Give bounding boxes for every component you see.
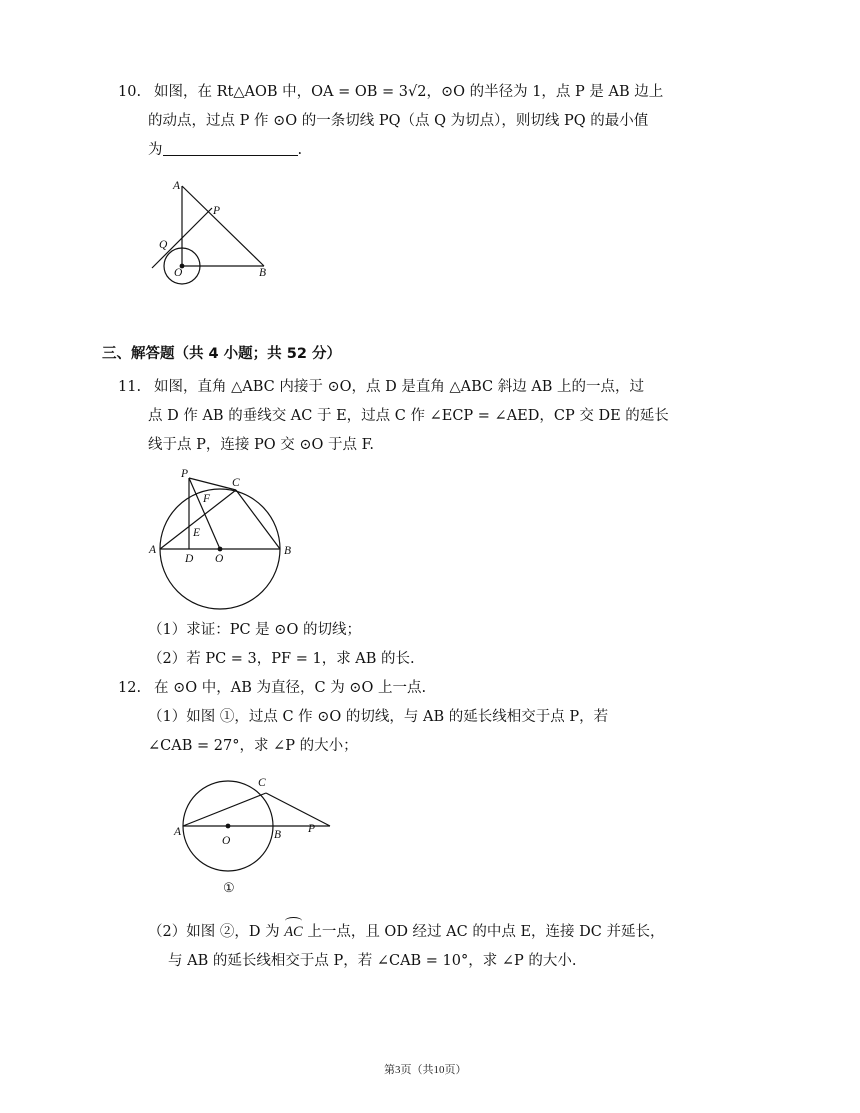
q12-part2-line2: 与 AB 的延长线相交于点 P，若 ∠CAB = 10°，求 ∠P 的大小. [168, 953, 577, 969]
q12-text-line1: 在 ⊙O 中，AB 为直径，C 为 ⊙O 上一点. [154, 680, 427, 696]
q11-text-line3: 线于点 P，连接 PO 交 ⊙O 于点 F. [148, 437, 375, 453]
q11-label-b: B [284, 545, 292, 557]
q12-part1-line1: （1）如图 ①，过点 C 作 ⊙O 的切线，与 AB 的延长线相交于点 P，若 [148, 709, 609, 725]
q11-text-line1: 如图，直角 △ABC 内接于 ⊙O，点 D 是直角 △ABC 斜边 AB 上的一点，过 [154, 379, 645, 395]
q11-label-c: C [232, 477, 240, 489]
q10-number: 10. [118, 84, 142, 100]
q10-text-line3 [148, 140, 302, 160]
q10-figure [140, 172, 280, 292]
q11-text-line2: 点 D 作 AB 的垂线交 AC 于 E，过点 C 作 ∠ECP = ∠AED，CP 交 DE 的延长 [148, 408, 669, 424]
q12-part2-line1 [148, 922, 664, 942]
q11-figure [140, 462, 310, 612]
q11-label-f: F [203, 493, 211, 505]
q10-text-line2: 的动点，过点 P 作 ⊙O 的一条切线 PQ（点 Q 为切点），则切线 PQ 的最小值 [148, 113, 649, 129]
q10-line3-tail: . [297, 142, 303, 158]
q12-part2-line1-lead: （2）如图 ②，D 为 [148, 924, 285, 940]
q12-label-a: A [174, 826, 182, 838]
q12-label-b: B [274, 829, 282, 841]
q12-arc-ac: AC [284, 924, 303, 940]
q10-label-q: Q [159, 239, 168, 251]
q10-label-o: O [174, 267, 183, 279]
q11-part1: （1）求证：PC 是 ⊙O 的切线； [148, 622, 361, 638]
q11-label-o: O [215, 553, 224, 565]
q12-part1-line2: ∠CAB = 27°，求 ∠P 的大小； [148, 738, 358, 754]
q11-label-e: E [193, 527, 201, 539]
q11-segment-pc [189, 478, 236, 490]
q10-answer-blank [163, 141, 298, 156]
q12-label-p: P [308, 823, 316, 835]
page-footer: 第3页（共10页） [384, 1064, 467, 1076]
q10-label-a: A [173, 180, 181, 192]
q12-tangent-cp [266, 793, 330, 826]
q12-label-c: C [258, 777, 266, 789]
q10-text-line1: 如图，在 Rt△AOB 中，OA = OB = 3√2，⊙O 的半径为 1，点 P 是 AB 边上 [154, 84, 664, 100]
q11-center-dot [218, 547, 223, 552]
q12-number: 12. [118, 680, 142, 696]
q10-label-b: B [259, 267, 267, 279]
q11-label-a: A [149, 544, 157, 556]
section-3-heading: 三、解答题（共 4 小题；共 52 分） [102, 346, 341, 362]
q12-label-o: O [222, 835, 231, 847]
q12-center-dot [226, 824, 231, 829]
q10-line3-lead: 为 [148, 142, 163, 158]
q12-part2-line1-tail: 上一点，且 OD 经过 AC 的中点 E，连接 DC 并延长， [302, 924, 665, 940]
q11-part2: （2）若 PC = 3，PF = 1，求 AB 的长. [148, 651, 415, 667]
q11-segment-bc [236, 490, 280, 549]
q10-label-p: P [213, 205, 221, 217]
q12-figure-caption: ① [223, 880, 235, 895]
q11-label-d: D [185, 553, 194, 565]
q12-segment-ac [183, 793, 266, 826]
q12-figure-1 [168, 770, 338, 900]
q11-number: 11. [118, 379, 142, 395]
q11-label-p: P [181, 468, 189, 480]
